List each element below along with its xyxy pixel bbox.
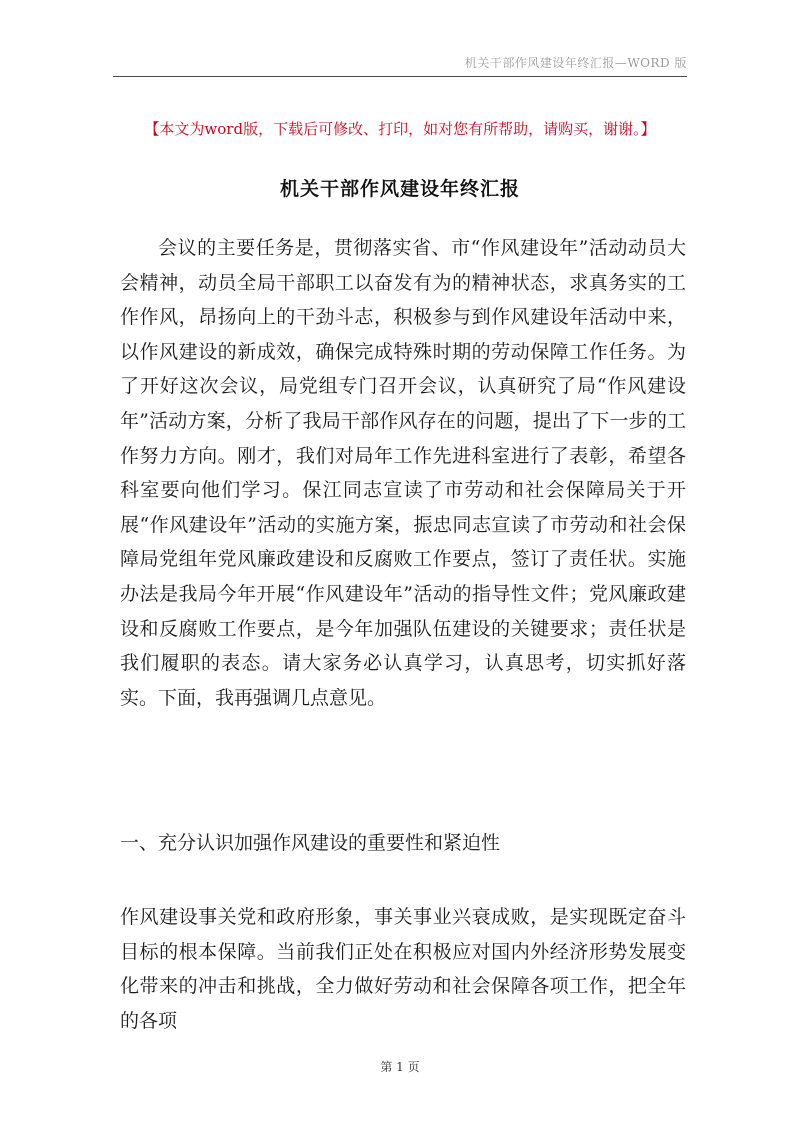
running-header: 机关干部作风建设年终汇报—WORD 版 xyxy=(464,56,687,70)
document-title: 机关干部作风建设年终汇报 xyxy=(279,178,520,200)
page-number: 第 1 页 xyxy=(380,1060,420,1074)
section-heading-1: 一、充分认识加强作风建设的重要性和紧迫性 xyxy=(120,832,501,854)
body-paragraph-1: 会议的主要任务是，贯彻落实省、市“作风建设年”活动动员大会精神，动员全局干部职工以奋发有为的精神状态，求真务实的工作作风，昂扬向上的干劲斗志，积极参与到作风建设年活动中来，以作风建设的新成效，确保完成特殊时期的劳动保障工作任务。为了开好这次会议，局党组专门召开会议，认真研究了局“作风建设年”活动方案，分析了我局干部作风存在的问题，提出了下一步的工作努力方向。刚才，我们对局年工作先进科室进行了表彰，希望各科室要向他们学习。保江同志宣读了市劳动和社会保障局关于开展“作风建设年”活动的实施方案，振忠同志宣读了市劳动和社会保障局党组年党风廉政建设和反腐败工作要点，签订了责任状。实施办法是我局今年开展“作风建设年”活动的指导性文件；党风廉政建设和反腐败工作要点，是今年加强队伍建设的关键要求；责任状是我们履职的表态。请大家务必认真学习，认真思考，切实抓好落实。下面，我再强调几点意见。 xyxy=(120,237,686,709)
header-divider xyxy=(113,76,687,77)
purchase-notice: 【本文为word版，下载后可修改、打印，如对您有所帮助，请购买，谢谢。】 xyxy=(144,120,656,138)
body-paragraph-2: 作风建设事关党和政府形象，事关事业兴衰成败，是实现既定奋斗目标的根本保障。当前我们正处在积极应对国内外经济形势发展变化带来的冲击和挑战，全力做好劳动和社会保障各项工作，把全年的各项 xyxy=(120,906,686,1032)
